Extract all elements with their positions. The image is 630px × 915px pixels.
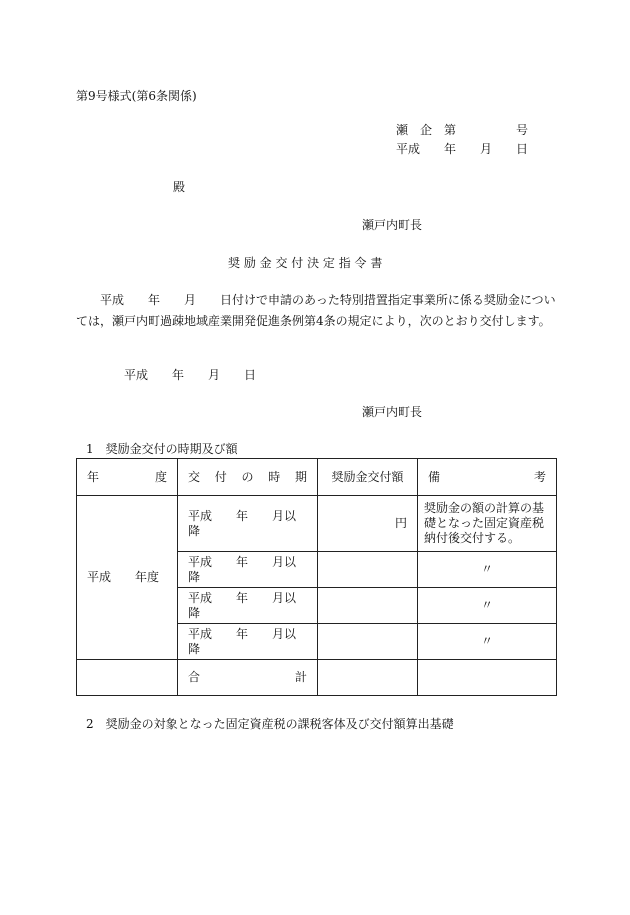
section-1-heading: 1 奨励金交付の時期及び額 bbox=[86, 442, 238, 456]
table-header-row bbox=[77, 459, 557, 496]
header-period: 交 付 の 時 期 bbox=[178, 459, 318, 496]
header-year: 年 度 bbox=[77, 459, 178, 496]
header-amount: 奨励金交付額 bbox=[318, 459, 418, 496]
issuer-name-bottom: 瀬戸内町長 bbox=[362, 405, 423, 419]
period-cell: 平成 年 月以降 bbox=[178, 588, 318, 624]
section-2-heading: 2 奨励金の対象となった固定資産税の課税客体及び交付額算出基礎 bbox=[86, 717, 454, 731]
total-remarks-cell bbox=[418, 660, 557, 696]
grant-schedule-table bbox=[76, 458, 557, 696]
document-date: 平成 年 月 日 bbox=[396, 142, 529, 156]
fiscal-year-cell: 平成 年度 bbox=[77, 496, 178, 660]
sign-date: 平成 年 月 日 bbox=[124, 368, 257, 382]
amount-cell bbox=[318, 588, 418, 624]
amount-cell: 円 bbox=[318, 496, 418, 552]
document-number: 瀬 企 第 号 bbox=[396, 123, 529, 137]
total-amount-cell bbox=[318, 660, 418, 696]
table-total-row bbox=[77, 660, 557, 696]
total-label-cell: 合 計 bbox=[178, 660, 318, 696]
total-spacer-cell bbox=[77, 660, 178, 696]
document-title: 奨 励 金 交 付 決 定 指 令 書 bbox=[228, 256, 383, 270]
remarks-cell: 〃 bbox=[418, 624, 557, 660]
addressee-honorific: 殿 bbox=[173, 180, 186, 194]
header-remarks: 備 考 bbox=[418, 459, 557, 496]
table-row bbox=[77, 496, 557, 552]
remarks-cell: 奨励金の額の計算の基礎となった固定資産税納付後交付する。 bbox=[418, 496, 557, 552]
amount-cell bbox=[318, 552, 418, 588]
period-cell: 平成 年 月以降 bbox=[178, 496, 318, 552]
issuer-name-top: 瀬戸内町長 bbox=[362, 218, 423, 232]
period-cell: 平成 年 月以降 bbox=[178, 552, 318, 588]
form-number: 第9号様式(第6条関係) bbox=[76, 89, 197, 103]
remarks-cell: 〃 bbox=[418, 552, 557, 588]
amount-cell bbox=[318, 624, 418, 660]
period-cell: 平成 年 月以降 bbox=[178, 624, 318, 660]
body-paragraph: 平成 年 月 日付けで申請のあった特別措置指定事業所に係る奨励金については，瀬戸内町過疎地域産業開発促進条例第4条の規定により，次のとおり交付します。 bbox=[76, 293, 556, 328]
remarks-cell: 〃 bbox=[418, 588, 557, 624]
